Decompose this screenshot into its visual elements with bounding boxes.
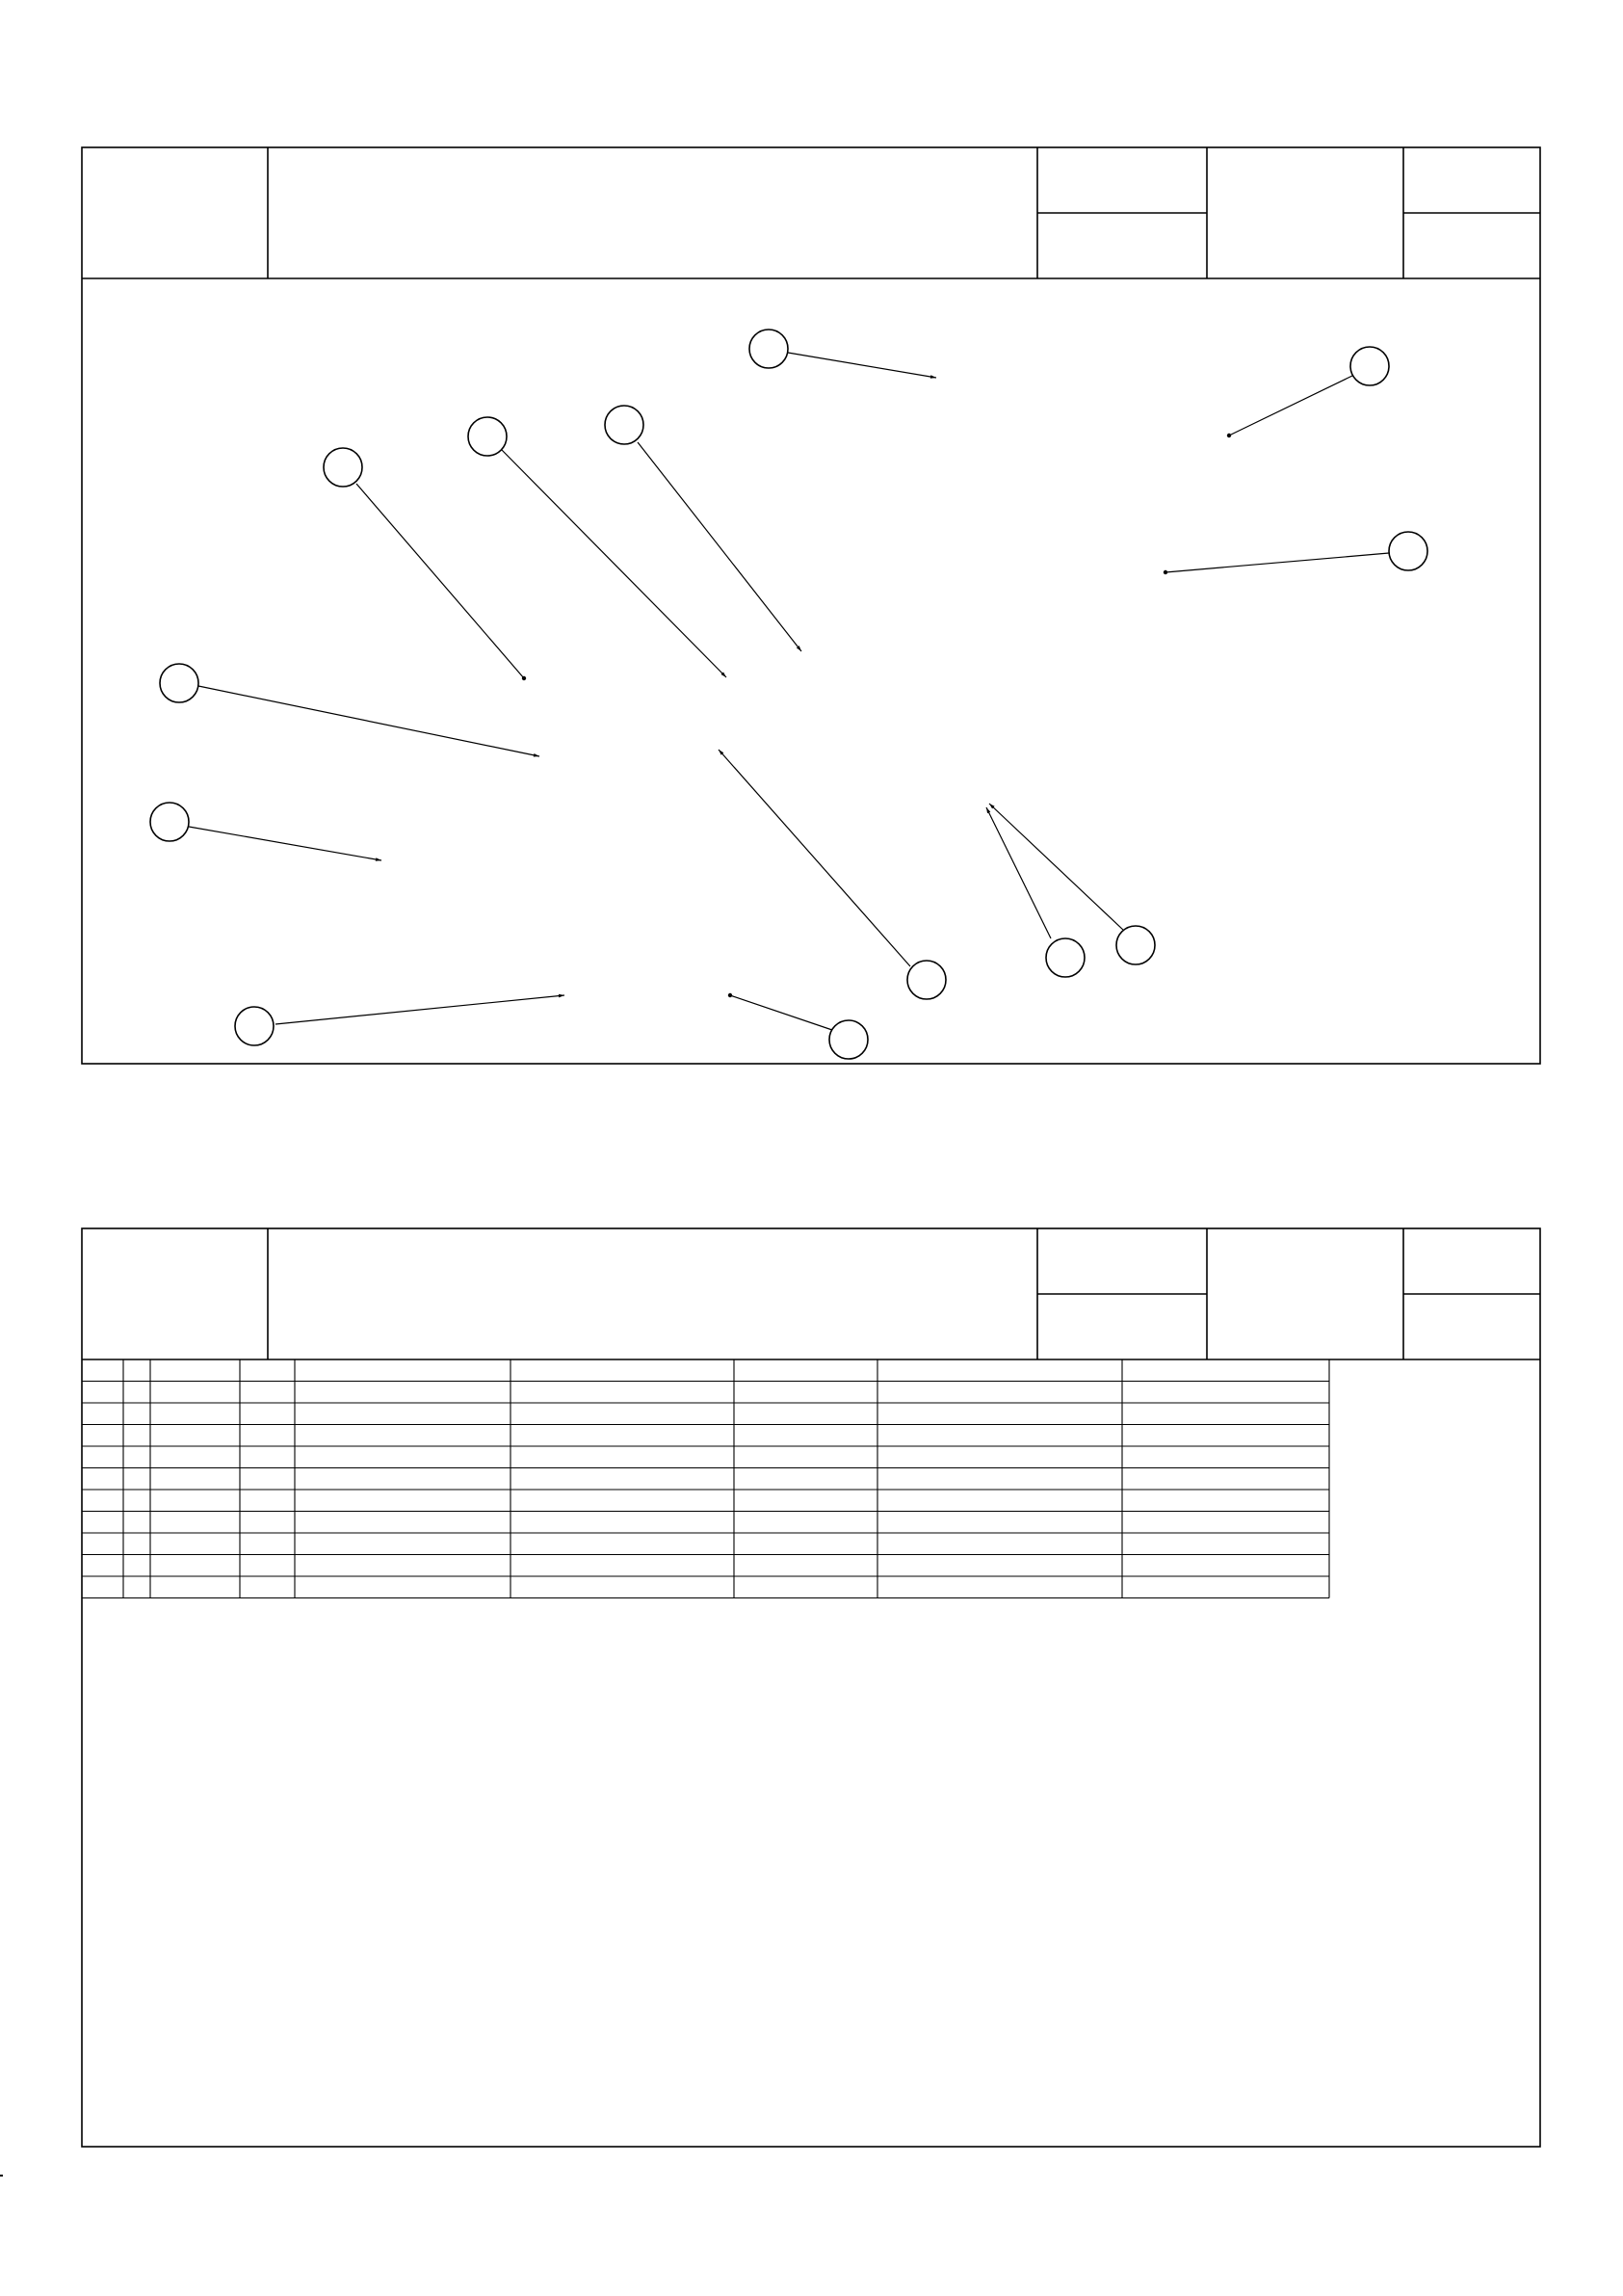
callout-balloon bbox=[324, 448, 362, 487]
leader-line bbox=[638, 442, 801, 651]
leader-dot bbox=[522, 676, 525, 679]
leader-line bbox=[986, 807, 1051, 938]
leader-dot bbox=[1227, 434, 1230, 436]
leader-lines bbox=[189, 353, 1389, 1030]
bottom-frame bbox=[82, 1228, 1540, 2147]
callout-balloon bbox=[605, 406, 643, 444]
leader-line bbox=[730, 995, 832, 1030]
leader-line bbox=[189, 827, 381, 860]
callout-balloon bbox=[160, 664, 198, 702]
leader-line bbox=[1229, 376, 1352, 435]
callout-balloon bbox=[1046, 938, 1085, 977]
callout-balloon bbox=[1116, 926, 1155, 964]
leader-line bbox=[356, 484, 524, 678]
parts-table bbox=[82, 1359, 1329, 1598]
callout-balloon bbox=[1389, 532, 1427, 570]
leader-line bbox=[275, 995, 564, 1024]
callout-balloon bbox=[1350, 347, 1389, 385]
leader-line bbox=[788, 353, 936, 378]
leader-dot bbox=[728, 993, 731, 996]
leader-dot bbox=[1164, 570, 1166, 573]
callout-balloon bbox=[150, 803, 189, 841]
top-frame bbox=[82, 147, 1540, 1064]
callout-balloon bbox=[235, 1007, 274, 1045]
callout-balloon bbox=[468, 417, 507, 456]
callout-balloon bbox=[907, 961, 946, 999]
leader-line bbox=[719, 750, 910, 966]
callout-balloon bbox=[749, 330, 788, 368]
leader-line bbox=[198, 686, 539, 756]
balloons bbox=[150, 330, 1427, 1059]
bottom-border bbox=[82, 1228, 1540, 2147]
leader-line bbox=[500, 448, 726, 677]
edge-tick bbox=[0, 2175, 3, 2177]
callout-balloon bbox=[829, 1020, 868, 1059]
leader-line bbox=[989, 804, 1124, 931]
leader-line bbox=[1165, 553, 1389, 572]
top-border bbox=[82, 147, 1540, 1064]
